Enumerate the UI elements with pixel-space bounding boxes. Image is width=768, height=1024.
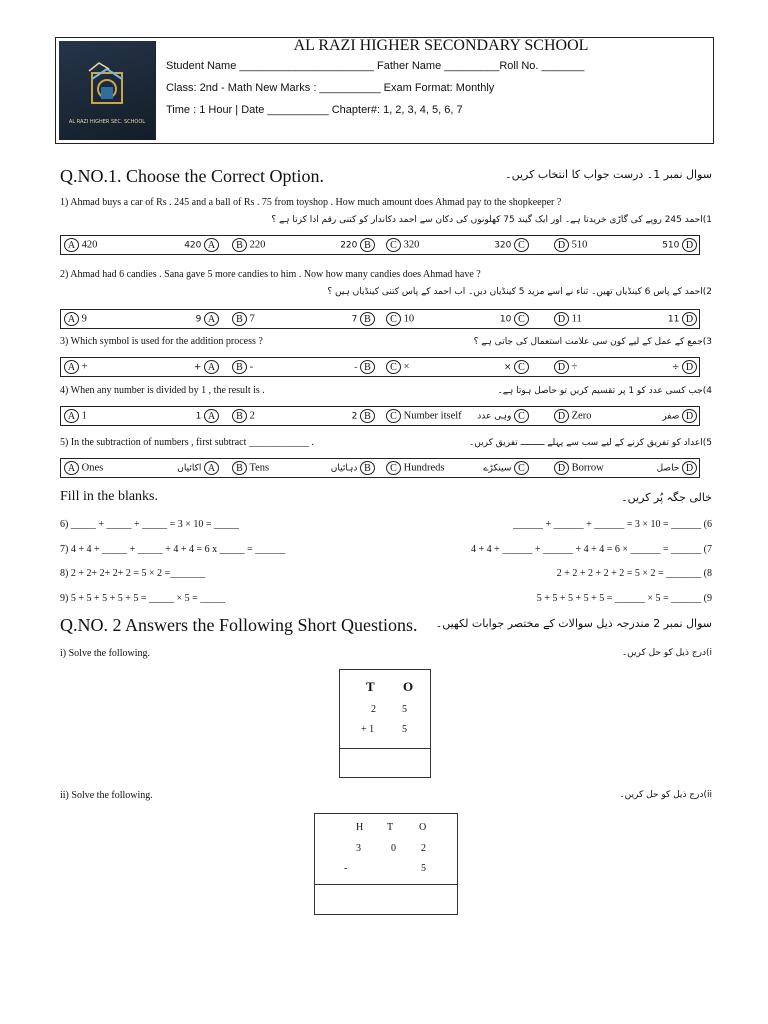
q1-title: Q.NO.1. Choose the Correct Option. bbox=[60, 166, 324, 186]
tens-header: T bbox=[387, 822, 394, 833]
option-circle[interactable]: D bbox=[682, 409, 697, 423]
option-text-urdu: 2 bbox=[351, 411, 358, 422]
option-text-urdu: 420 bbox=[184, 240, 202, 251]
q2-ii-label: ii) Solve the following. bbox=[60, 790, 153, 801]
options-row-4 bbox=[60, 406, 700, 426]
option-text: × bbox=[403, 361, 410, 373]
hundreds-header: H bbox=[356, 822, 364, 833]
question-2-text: 2) Ahmad had 6 candies . Sana gave 5 more candies to him . Now how many candies does Ahmad have ? bbox=[60, 269, 481, 280]
option-circle[interactable]: C bbox=[514, 409, 529, 423]
question-5-text: 5) In the subtraction of numbers , first subtract ____________ . bbox=[60, 437, 314, 448]
option-text: 220 bbox=[249, 239, 266, 251]
option-circle[interactable]: D bbox=[682, 360, 697, 374]
q2-i-label-urdu: i)درج ذیل کو حل کریں۔ bbox=[621, 648, 712, 658]
fill-item-8: 8) 2 + 2+ 2+ 2+ 2 = 5 × 2 =_______ bbox=[60, 568, 206, 579]
option-b-urdu[interactable] bbox=[352, 312, 375, 328]
option-text: + bbox=[81, 361, 88, 373]
option-text: Number itself bbox=[403, 410, 462, 422]
option-text: Ones bbox=[81, 462, 104, 474]
option-circle[interactable]: D bbox=[682, 312, 697, 326]
options-row-2 bbox=[60, 309, 700, 329]
option-text: Hundreds bbox=[403, 462, 445, 474]
school-name: AL RAZI HIGHER SECONDARY SCHOOL bbox=[293, 37, 589, 54]
option-b-urdu[interactable] bbox=[352, 409, 375, 425]
answer-divider bbox=[315, 884, 457, 885]
option-b-english[interactable] bbox=[232, 409, 255, 425]
fill-item-6-urdu: ______ + ______ + ______ = 3 × 10 = ______ (6 bbox=[512, 519, 712, 530]
table2-cell: 2 bbox=[421, 843, 426, 854]
option-circle[interactable]: B bbox=[232, 409, 247, 423]
option-text-urdu: وہی عدد bbox=[477, 411, 512, 422]
option-text: 9 bbox=[81, 313, 87, 325]
option-circle[interactable]: A bbox=[64, 461, 79, 475]
option-circle[interactable]: A bbox=[204, 360, 219, 374]
option-text: 10 bbox=[403, 313, 415, 325]
q2-ii-label-urdu: ii)درج ذیل کو حل کریں۔ bbox=[619, 790, 712, 800]
option-d-english[interactable] bbox=[554, 312, 582, 328]
option-circle[interactable]: A bbox=[64, 360, 79, 374]
option-circle[interactable]: D bbox=[554, 312, 569, 326]
option-circle[interactable]: C bbox=[386, 409, 401, 423]
option-circle[interactable]: C bbox=[514, 360, 529, 374]
question-2-urdu: 2)احمد کے پاس 6 کینڈیاں تھیں۔ ثناء نے اسے مزید 5 کینڈیاں دیں۔ اب احمد کے پاس کتنی کینڈیاں ہیں ؟ bbox=[327, 287, 712, 297]
option-c-english[interactable] bbox=[386, 360, 410, 376]
option-a-english[interactable] bbox=[64, 360, 88, 376]
option-circle[interactable]: B bbox=[232, 312, 247, 326]
option-text: 2 bbox=[249, 410, 255, 422]
table2-cell: 3 bbox=[356, 843, 361, 854]
q2-title-urdu: سوال نمبر 2 مندرجہ ذیل سوالات کے مختصر جوابات لکھیں۔ bbox=[435, 617, 712, 630]
option-text: Borrow bbox=[571, 462, 604, 474]
option-c-english[interactable] bbox=[386, 238, 419, 254]
option-text-urdu: 1 bbox=[195, 411, 202, 422]
question-4-urdu: 4)جب کسی عدد کو 1 پر تقسیم کریں تو حاصل ہوتا ہے۔ bbox=[497, 386, 712, 396]
option-c-urdu[interactable] bbox=[483, 461, 529, 477]
option-d-english[interactable] bbox=[554, 360, 577, 376]
option-text: Zero bbox=[571, 410, 592, 422]
option-text-urdu: 9 bbox=[195, 314, 202, 325]
fill-item-9: 9) 5 + 5 + 5 + 5 + 5 = _____ × 5 = _____ bbox=[60, 593, 226, 604]
option-d-urdu[interactable] bbox=[672, 360, 697, 376]
option-text-urdu: 510 bbox=[662, 240, 680, 251]
option-b-urdu[interactable] bbox=[331, 461, 375, 477]
option-b-english[interactable] bbox=[232, 238, 265, 254]
option-circle[interactable]: B bbox=[232, 360, 247, 374]
option-text-urdu: 320 bbox=[494, 240, 512, 251]
option-circle[interactable]: B bbox=[232, 461, 247, 475]
option-circle[interactable]: A bbox=[64, 238, 79, 252]
option-text: ÷ bbox=[571, 361, 578, 373]
tens-header: T bbox=[366, 679, 375, 694]
option-a-urdu[interactable] bbox=[184, 238, 219, 254]
option-circle[interactable]: A bbox=[64, 312, 79, 326]
option-c-urdu[interactable] bbox=[494, 238, 529, 254]
option-b-english[interactable] bbox=[232, 312, 255, 328]
option-a-urdu[interactable] bbox=[196, 409, 219, 425]
header-line-student: Student Name ______________________ Father Name _________Roll No. _______ bbox=[166, 60, 585, 72]
option-text-urdu: 220 bbox=[340, 240, 358, 251]
option-a-english[interactable] bbox=[64, 461, 103, 477]
fill-title-urdu: خالی جگہ پُر کریں۔ bbox=[621, 491, 712, 504]
option-c-english[interactable] bbox=[386, 409, 462, 425]
option-a-urdu[interactable] bbox=[194, 360, 219, 376]
option-text-urdu: 10 bbox=[499, 314, 512, 325]
table1-cell: + 1 bbox=[361, 724, 375, 735]
fill-item-6: 6) _____ + _____ + _____ = 3 × 10 = _____ bbox=[60, 519, 240, 530]
question-3-urdu: 3)جمع کے عمل کے لیے کون سی علامت استعمال کی جاتی ہے ؟ bbox=[473, 337, 712, 347]
option-d-english[interactable] bbox=[554, 409, 591, 425]
option-a-english[interactable] bbox=[64, 312, 87, 328]
logo-text: AL RAZI HIGHER SEC. SCHOOL bbox=[68, 119, 146, 125]
option-text-urdu: 7 bbox=[351, 314, 358, 325]
q2-i-label: i) Solve the following. bbox=[60, 648, 150, 659]
option-circle[interactable]: B bbox=[360, 312, 375, 326]
table1-cell: 2 bbox=[371, 704, 376, 715]
option-text-urdu: صفر bbox=[662, 411, 680, 422]
option-circle[interactable]: C bbox=[386, 461, 401, 475]
option-circle[interactable]: D bbox=[554, 360, 569, 374]
fill-item-8-urdu: 2 + 2 + 2 + 2 + 2 = 5 × 2 = _______ (8 bbox=[556, 568, 712, 579]
question-3-text: 3) Which symbol is used for the addition process ? bbox=[60, 336, 263, 347]
q2-title: Q.NO. 2 Answers the Following Short Questions. bbox=[60, 615, 418, 635]
option-text: 1 bbox=[81, 410, 87, 422]
option-circle[interactable]: A bbox=[204, 461, 219, 475]
header-line-class: Class: 2nd - Math New Marks : __________ Exam Format: Monthly bbox=[166, 82, 495, 94]
option-circle[interactable]: D bbox=[554, 238, 569, 252]
option-text-urdu: ÷ bbox=[671, 362, 680, 373]
option-circle[interactable]: A bbox=[204, 409, 219, 423]
fill-item-7: 7) 4 + 4 + _____ + _____ + 4 + 4 = 6 x _____ = ______ bbox=[60, 544, 286, 555]
option-d-urdu[interactable] bbox=[657, 461, 697, 477]
option-c-urdu[interactable] bbox=[477, 409, 529, 425]
options-row-5 bbox=[60, 458, 700, 478]
option-circle[interactable]: B bbox=[360, 409, 375, 423]
option-circle[interactable]: C bbox=[514, 461, 529, 475]
option-circle[interactable]: C bbox=[514, 238, 529, 252]
option-d-english[interactable] bbox=[554, 461, 604, 477]
option-b-urdu[interactable] bbox=[340, 238, 375, 254]
option-b-urdu[interactable] bbox=[354, 360, 375, 376]
option-text-urdu: + bbox=[193, 362, 202, 373]
option-circle[interactable]: D bbox=[554, 461, 569, 475]
option-circle[interactable]: B bbox=[360, 360, 375, 374]
option-circle[interactable]: A bbox=[204, 238, 219, 252]
question-1-text: 1) Ahmad buys a car of Rs . 245 and a ball of Rs . 75 from toyshop . How much amount does Ahmad pay to the shopkeeper ? bbox=[60, 197, 562, 208]
fill-item-7-urdu: 4 + 4 + ______ + ______ + 4 + 4 = 6 × ______ = ______ (7 bbox=[471, 544, 712, 555]
option-circle[interactable]: D bbox=[682, 238, 697, 252]
option-text: 320 bbox=[403, 239, 420, 251]
option-d-english[interactable] bbox=[554, 238, 587, 254]
option-circle[interactable]: C bbox=[386, 238, 401, 252]
option-c-urdu[interactable] bbox=[504, 360, 529, 376]
option-text: 510 bbox=[571, 239, 588, 251]
table1-cell: 5 bbox=[402, 724, 407, 735]
option-circle[interactable]: A bbox=[64, 409, 79, 423]
option-c-urdu[interactable] bbox=[500, 312, 529, 328]
question-4-text: 4) When any number is divided by 1 , the result is . bbox=[60, 385, 265, 396]
option-circle[interactable]: B bbox=[360, 238, 375, 252]
ones-header: O bbox=[403, 679, 414, 694]
option-circle[interactable]: D bbox=[554, 409, 569, 423]
options-row-1 bbox=[60, 235, 700, 255]
option-d-urdu[interactable] bbox=[662, 409, 697, 425]
option-circle[interactable]: D bbox=[682, 461, 697, 475]
option-circle[interactable]: C bbox=[386, 360, 401, 374]
q1-title-urdu: سوال نمبر 1۔ درست جواب کا انتخاب کریں۔ bbox=[505, 168, 712, 181]
option-text: 7 bbox=[249, 313, 255, 325]
option-a-english[interactable] bbox=[64, 409, 87, 425]
option-text-urdu: سینکڑے bbox=[483, 463, 512, 474]
header-box bbox=[55, 37, 714, 144]
option-text-urdu: اکائیاں bbox=[177, 463, 202, 474]
school-logo bbox=[59, 41, 156, 140]
option-text-urdu: × bbox=[503, 362, 512, 373]
option-circle[interactable]: C bbox=[514, 312, 529, 326]
option-circle[interactable]: C bbox=[386, 312, 401, 326]
table2-cell: 0 bbox=[391, 843, 396, 854]
table2-cell: - bbox=[344, 863, 348, 874]
solve-table-2 bbox=[314, 813, 458, 915]
option-text-urdu: 11 bbox=[667, 314, 680, 325]
option-a-english[interactable] bbox=[64, 238, 97, 254]
option-text: 420 bbox=[81, 239, 98, 251]
ones-header: O bbox=[419, 822, 427, 833]
solve-table-1 bbox=[339, 669, 431, 778]
answer-divider bbox=[340, 748, 430, 749]
fill-title: Fill in the blanks. bbox=[60, 489, 158, 504]
option-circle[interactable]: B bbox=[360, 461, 375, 475]
option-circle[interactable]: A bbox=[204, 312, 219, 326]
question-1-urdu: 1)احمد 245 روپے کی گاڑی خریدتا ہے۔ اور ایک گیند 75 کھلونوں کی دکان سے احمد دکاندار کو کتنی رقم ادا کرتا ہے ؟ bbox=[271, 215, 712, 225]
option-b-english[interactable] bbox=[232, 360, 253, 376]
option-a-urdu[interactable] bbox=[177, 461, 219, 477]
option-text: - bbox=[249, 361, 254, 373]
option-a-urdu[interactable] bbox=[196, 312, 219, 328]
option-d-urdu[interactable] bbox=[668, 312, 697, 328]
table2-cell: 5 bbox=[421, 863, 426, 874]
option-text-urdu: حاصل bbox=[656, 463, 680, 474]
option-b-english[interactable] bbox=[232, 461, 269, 477]
option-text: Tens bbox=[249, 462, 270, 474]
options-row-3 bbox=[60, 357, 700, 377]
fill-item-9-urdu: 5 + 5 + 5 + 5 + 5 = ______ × 5 = ______ (9 bbox=[536, 593, 712, 604]
option-c-english[interactable] bbox=[386, 312, 414, 328]
option-circle[interactable]: B bbox=[232, 238, 247, 252]
header-line-time: Time : 1 Hour | Date __________ Chapter#: 1, 2, 3, 4, 5, 6, 7 bbox=[166, 104, 463, 116]
option-text-urdu: - bbox=[354, 362, 358, 373]
option-text-urdu: دہائیاں bbox=[330, 463, 358, 474]
question-5-urdu: 5)اعداد کو تفریق کرنے کے لیے سب سے پہلے ـــــــــ تفریق کریں۔ bbox=[469, 438, 712, 448]
table1-cell: 5 bbox=[402, 704, 407, 715]
option-c-english[interactable] bbox=[386, 461, 444, 477]
option-text: 11 bbox=[571, 313, 582, 325]
option-d-urdu[interactable] bbox=[662, 238, 697, 254]
